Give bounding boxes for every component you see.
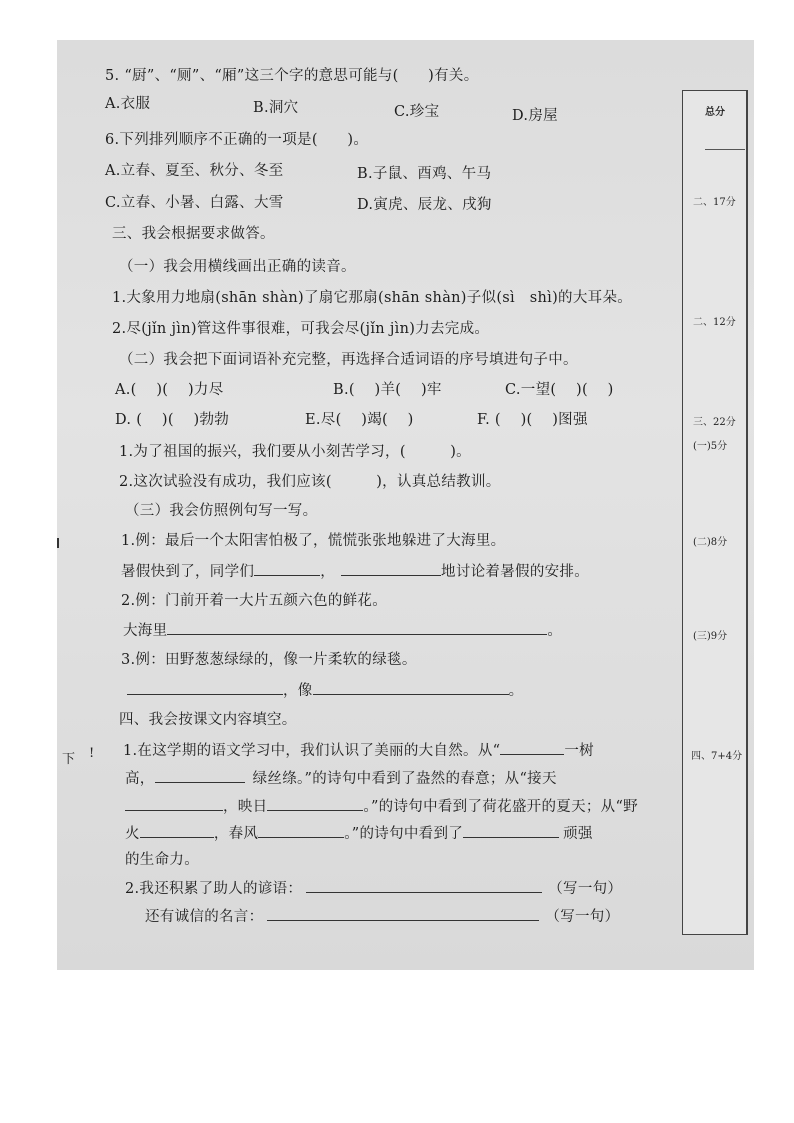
score-section-3-part3: (三)9分 [693,631,728,642]
answer-blank[interactable] [127,680,283,695]
imitation-answer-1: 暑假快到了，同学们 ， 地讨论着暑假的安排。 [121,561,589,582]
section3-part1-item2: 2.尽(jǐn jìn)管这件事很难，可我会尽(jǐn jìn)力去完成。 [112,321,490,337]
score-panel [682,90,748,935]
answer-blank[interactable] [140,823,214,838]
answer-blank[interactable] [313,680,509,695]
imitation-answer-3: ，像 。 [127,680,523,701]
answer-blank[interactable] [254,561,320,576]
score-section-2b: 二、12分 [693,317,736,328]
score-section-4: 四、7+4分 [691,751,743,762]
answer-blank[interactable] [341,561,441,576]
answer-blank[interactable] [306,878,542,893]
q5-stem: 5. “厨”、“厕”、“厢”这三个字的意思可能与( )有关。 [105,68,479,84]
section3-part1-item1: 1.大象用力地扇(shān shàn)了扇它那扇(shān shàn)子似(sì shì)的大耳朵。 [112,290,633,306]
proverb-line: 2.我还积累了助人的谚语： （写一句） [125,878,622,899]
answer-blank[interactable] [155,768,245,783]
exam-page-photo [57,40,754,970]
section3-part2-sentence1: 1.为了祖国的振兴，我们要从小刻苦学习，( )。 [119,444,471,460]
imitation-example-2: 2.例：门前开着一大片五颜六色的鲜花。 [121,593,388,609]
q6-option-b: B.子鼠、酉鸡、午马 [357,166,492,182]
answer-blank[interactable] [500,740,564,755]
q6-option-a: A.立春、夏至、秋分、冬至 [105,163,284,179]
margin-binding-tick [57,538,62,548]
section3-part2-title: （二）我会把下面词语补充完整，再选择合适词语的序号填进句子中。 [119,352,578,368]
q6-option-c: C.立春、小暑、白露、大雪 [105,195,284,211]
q5-option-c: C.珍宝 [394,104,440,120]
imitation-example-1: 1.例：最后一个太阳害怕极了，慌慌张张地躲进了大海里。 [121,533,506,549]
poem-line-5: 的生命力。 [125,852,199,868]
margin-mark-bang: ! [89,746,95,761]
answer-blank[interactable] [267,796,363,811]
section4-title: 四、我会按课文内容填空。 [119,712,297,728]
q6-option-d: D.寅虎、辰龙、戌狗 [357,197,492,213]
poem-line-3: ，映日 。”的诗句中看到了荷花盛开的夏天；从“野 [125,796,638,817]
idiom-a: A.( )( )力尽 [115,382,224,398]
q5-option-a: A.衣服 [105,96,151,112]
answer-blank[interactable] [167,620,547,635]
imitation-example-3: 3.例：田野葱葱绿绿的，像一片柔软的绿毯。 [121,652,417,668]
score-total-label: 总分 [705,107,725,118]
q6-stem: 6.下列排列顺序不正确的一项是( )。 [105,132,369,148]
idiom-f: F. ( )( )图强 [477,412,588,428]
section3-title: 三、我会根据要求做答。 [112,226,275,242]
answer-blank[interactable] [125,796,223,811]
q5-option-b: B.洞穴 [253,100,299,116]
idiom-b: B.( )羊( )牢 [333,382,442,398]
score-section-3: 三、22分 [693,417,736,428]
idiom-d: D. ( )( )勃勃 [115,412,230,428]
answer-blank[interactable] [258,823,344,838]
section3-part1-title: （一）我会用横线画出正确的读音。 [119,259,356,275]
score-divider [705,149,745,150]
section3-part3-title: （三）我会仿照例句写一写。 [125,503,318,519]
answer-blank[interactable] [463,823,559,838]
margin-mark-xia: 下 [62,752,76,767]
imitation-answer-2: 大海里 。 [123,620,562,641]
idiom-c: C.一望( )( ) [505,382,614,398]
score-section-3-part2: (二)8分 [693,537,728,548]
score-section-2a: 二、17分 [693,197,736,208]
poem-line-4: 火 ，春风 。”的诗句中看到了 顽强 [125,823,593,844]
poem-line-1: 1.在这学期的语文学习中，我们认识了美丽的大自然。从“ 一树 [123,740,594,761]
section3-part2-sentence2: 2.这次试验没有成功，我们应该( )，认真总结教训。 [119,474,501,490]
idiom-e: E.尽( )竭( ) [305,412,414,428]
quote-line: 还有诚信的名言： （写一句） [145,906,619,927]
q5-option-d: D.房屋 [512,108,558,124]
answer-blank[interactable] [267,906,539,921]
score-section-3-part1: (一)5分 [693,441,728,452]
poem-line-2: 高， 绿丝绦。”的诗句中看到了盎然的春意；从“接天 [125,768,557,789]
